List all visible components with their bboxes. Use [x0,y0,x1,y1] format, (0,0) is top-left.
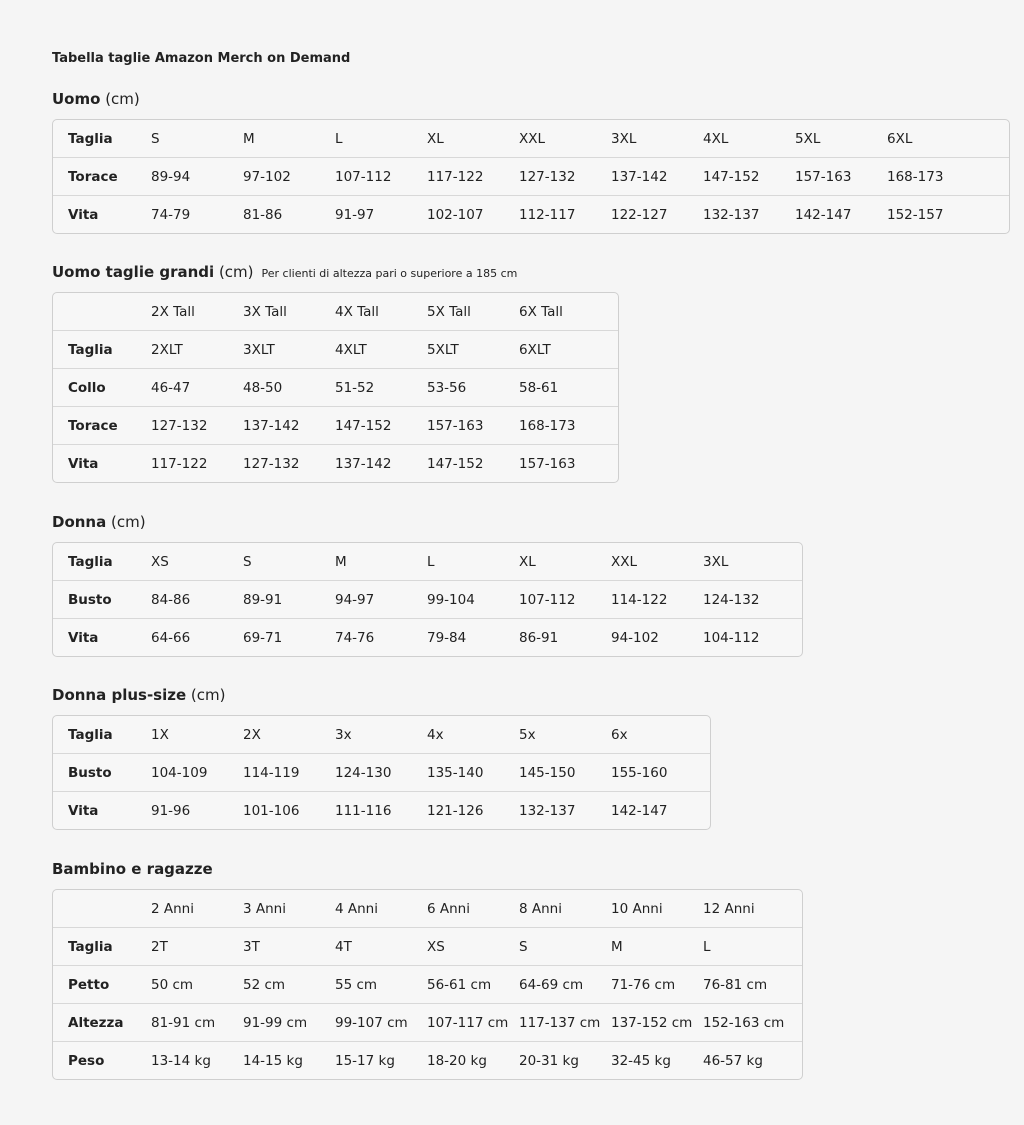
table-cell: 117-137 cm [519,1014,601,1031]
table-cell: 157-163 [795,168,852,185]
table-cell: 99-104 [427,591,475,608]
table-cell: 107-117 cm [427,1014,509,1031]
row-label: Taglia [68,341,113,358]
table-cell: 137-142 [611,168,668,185]
table-cell: 111-116 [335,802,392,819]
table-cell: 152-157 [887,206,944,223]
table-cell: 14-15 kg [243,1052,303,1069]
row-label: Busto [68,591,112,608]
table-row [53,927,802,965]
table-cell: 15-17 kg [335,1052,395,1069]
table-cell: 137-142 [243,417,300,434]
size-table [52,119,1010,234]
table-cell: 132-137 [519,802,576,819]
table-cell: 102-107 [427,206,484,223]
row-label: Vita [68,629,99,646]
table-cell: 4T [335,938,352,955]
table-cell: 124-130 [335,764,392,781]
table-cell: 91-96 [151,802,191,819]
table-cell: 104-109 [151,764,208,781]
table-cell: 3XL [703,553,729,570]
table-cell: 3X Tall [243,303,287,320]
table-cell: 3 Anni [243,900,286,917]
table-cell: 52 cm [243,976,286,993]
table-cell: 137-142 [335,455,392,472]
table-cell: 6X Tall [519,303,563,320]
table-cell: 135-140 [427,764,484,781]
section-donna-plus-size [52,685,711,830]
table-cell: 6XLT [519,341,551,358]
table-cell: 76-81 cm [703,976,768,993]
table-cell: 142-147 [611,802,668,819]
table-cell: M [611,938,623,955]
section-heading [52,859,803,879]
table-cell: 155-160 [611,764,668,781]
section-uomo [52,89,1010,234]
table-cell: 145-150 [519,764,576,781]
table-cell: 94-102 [611,629,659,646]
table-row [53,195,1009,233]
table-row [53,157,1009,195]
table-cell: 101-106 [243,802,300,819]
table-cell: S [519,938,528,955]
table-row [53,890,802,927]
table-cell: 13-14 kg [151,1052,211,1069]
table-cell: 114-119 [243,764,300,781]
row-label: Torace [68,168,118,185]
section-bambino-e-ragazze [52,859,803,1080]
table-row [53,444,618,482]
table-cell: 4 Anni [335,900,378,917]
table-cell: 99-107 cm [335,1014,408,1031]
size-table [52,292,619,483]
table-cell: 81-91 cm [151,1014,216,1031]
table-row [53,791,710,829]
table-cell: 121-126 [427,802,484,819]
table-cell: 104-112 [703,629,760,646]
table-row [53,330,618,368]
table-cell: 4XLT [335,341,367,358]
row-label: Taglia [68,726,113,743]
section-donna [52,512,803,657]
table-cell: 51-52 [335,379,375,396]
table-cell: XXL [519,130,546,147]
table-cell: L [427,553,435,570]
table-cell: XS [427,938,445,955]
table-cell: 3XL [611,130,637,147]
table-cell: 2T [151,938,168,955]
table-cell: 137-152 cm [611,1014,693,1031]
table-cell: 6x [611,726,628,743]
section-title: Donna [52,513,107,531]
table-cell: 94-97 [335,591,375,608]
table-cell: L [703,938,711,955]
table-cell: 114-122 [611,591,668,608]
table-cell: 48-50 [243,379,283,396]
table-cell: 1X [151,726,169,743]
table-cell: 56-61 cm [427,976,492,993]
table-cell: M [335,553,347,570]
table-cell: 46-57 kg [703,1052,763,1069]
section-unit: (cm) [214,263,254,281]
table-cell: 64-69 cm [519,976,584,993]
table-row [53,753,710,791]
table-cell: 157-163 [427,417,484,434]
table-cell: 6 Anni [427,900,470,917]
table-cell: 4XL [703,130,729,147]
table-cell: 2XLT [151,341,183,358]
table-cell: 168-173 [519,417,576,434]
section-heading [52,685,711,705]
table-cell: 91-99 cm [243,1014,308,1031]
table-cell: 122-127 [611,206,668,223]
row-label: Peso [68,1052,105,1069]
table-cell: 147-152 [427,455,484,472]
section-unit: (cm) [100,90,140,108]
table-cell: 157-163 [519,455,576,472]
row-label: Taglia [68,130,113,147]
table-cell: 132-137 [703,206,760,223]
row-label: Vita [68,455,99,472]
table-cell: 18-20 kg [427,1052,487,1069]
table-cell: 127-132 [151,417,208,434]
table-cell: S [151,130,160,147]
table-cell: 64-66 [151,629,191,646]
table-cell: 8 Anni [519,900,562,917]
table-cell: 20-31 kg [519,1052,579,1069]
table-cell: 2X Tall [151,303,195,320]
table-cell: 86-91 [519,629,559,646]
table-row [53,543,802,580]
size-table [52,889,803,1080]
table-cell: 89-94 [151,168,191,185]
table-row [53,406,618,444]
table-cell: 3XLT [243,341,275,358]
table-cell: 4X Tall [335,303,379,320]
table-cell: 107-112 [335,168,392,185]
table-cell: 84-86 [151,591,191,608]
size-table [52,715,711,830]
table-cell: 81-86 [243,206,283,223]
table-row [53,716,710,753]
table-cell: 142-147 [795,206,852,223]
table-cell: XS [151,553,169,570]
table-cell: 5XLT [427,341,459,358]
table-cell: 4x [427,726,444,743]
table-cell: 89-91 [243,591,283,608]
table-cell: 74-79 [151,206,191,223]
table-cell: 168-173 [887,168,944,185]
table-cell: M [243,130,255,147]
table-cell: 5x [519,726,536,743]
table-cell: 50 cm [151,976,194,993]
section-unit: (cm) [106,513,146,531]
section-title: Donna plus-size [52,686,187,704]
row-label: Altezza [68,1014,124,1031]
table-cell: 107-112 [519,591,576,608]
table-cell: 112-117 [519,206,576,223]
table-cell: 5X Tall [427,303,471,320]
size-table [52,542,803,657]
table-cell: 127-132 [519,168,576,185]
table-cell: 124-132 [703,591,760,608]
table-cell: 6XL [887,130,913,147]
table-cell: 74-76 [335,629,375,646]
table-row [53,580,802,618]
table-row [53,618,802,656]
row-label: Taglia [68,553,113,570]
row-label: Petto [68,976,110,993]
table-cell: 117-122 [151,455,208,472]
row-label: Taglia [68,938,113,955]
table-row [53,1041,802,1079]
section-title: Bambino e ragazze [52,860,213,878]
table-cell: 117-122 [427,168,484,185]
row-label: Collo [68,379,106,396]
page-title: Tabella taglie Amazon Merch on Demand [52,51,351,66]
table-cell: 55 cm [335,976,378,993]
table-cell: 12 Anni [703,900,755,917]
table-cell: 2 Anni [151,900,194,917]
row-label: Busto [68,764,112,781]
table-cell: 3x [335,726,352,743]
table-cell: 79-84 [427,629,467,646]
table-cell: 53-56 [427,379,467,396]
table-cell: 10 Anni [611,900,663,917]
section-note: Per clienti di altezza pari o superiore a 185 cm [261,267,518,280]
table-cell: 5XL [795,130,821,147]
section-title: Uomo [52,90,101,108]
table-cell: 127-132 [243,455,300,472]
table-row [53,1003,802,1041]
section-heading [52,262,619,282]
section-unit: (cm) [186,686,226,704]
row-label: Vita [68,802,99,819]
table-row [53,293,618,330]
row-label: Torace [68,417,118,434]
row-label: Vita [68,206,99,223]
table-cell: 71-76 cm [611,976,676,993]
section-title: Uomo taglie grandi [52,263,215,281]
table-cell: 147-152 [703,168,760,185]
section-heading [52,512,803,532]
table-cell: L [335,130,343,147]
table-cell: 152-163 cm [703,1014,785,1031]
table-cell: S [243,553,252,570]
table-row [53,368,618,406]
table-cell: 2X [243,726,261,743]
table-cell: XL [427,130,444,147]
table-cell: 3T [243,938,260,955]
table-cell: XL [519,553,536,570]
table-cell: 69-71 [243,629,283,646]
section-heading [52,89,1010,109]
table-cell: 32-45 kg [611,1052,671,1069]
section-uomo-taglie-grandi [52,262,619,483]
table-row [53,120,1009,157]
table-cell: 147-152 [335,417,392,434]
table-row [53,965,802,1003]
table-cell: XXL [611,553,638,570]
table-cell: 91-97 [335,206,375,223]
table-cell: 97-102 [243,168,291,185]
table-cell: 58-61 [519,379,559,396]
table-cell: 46-47 [151,379,191,396]
